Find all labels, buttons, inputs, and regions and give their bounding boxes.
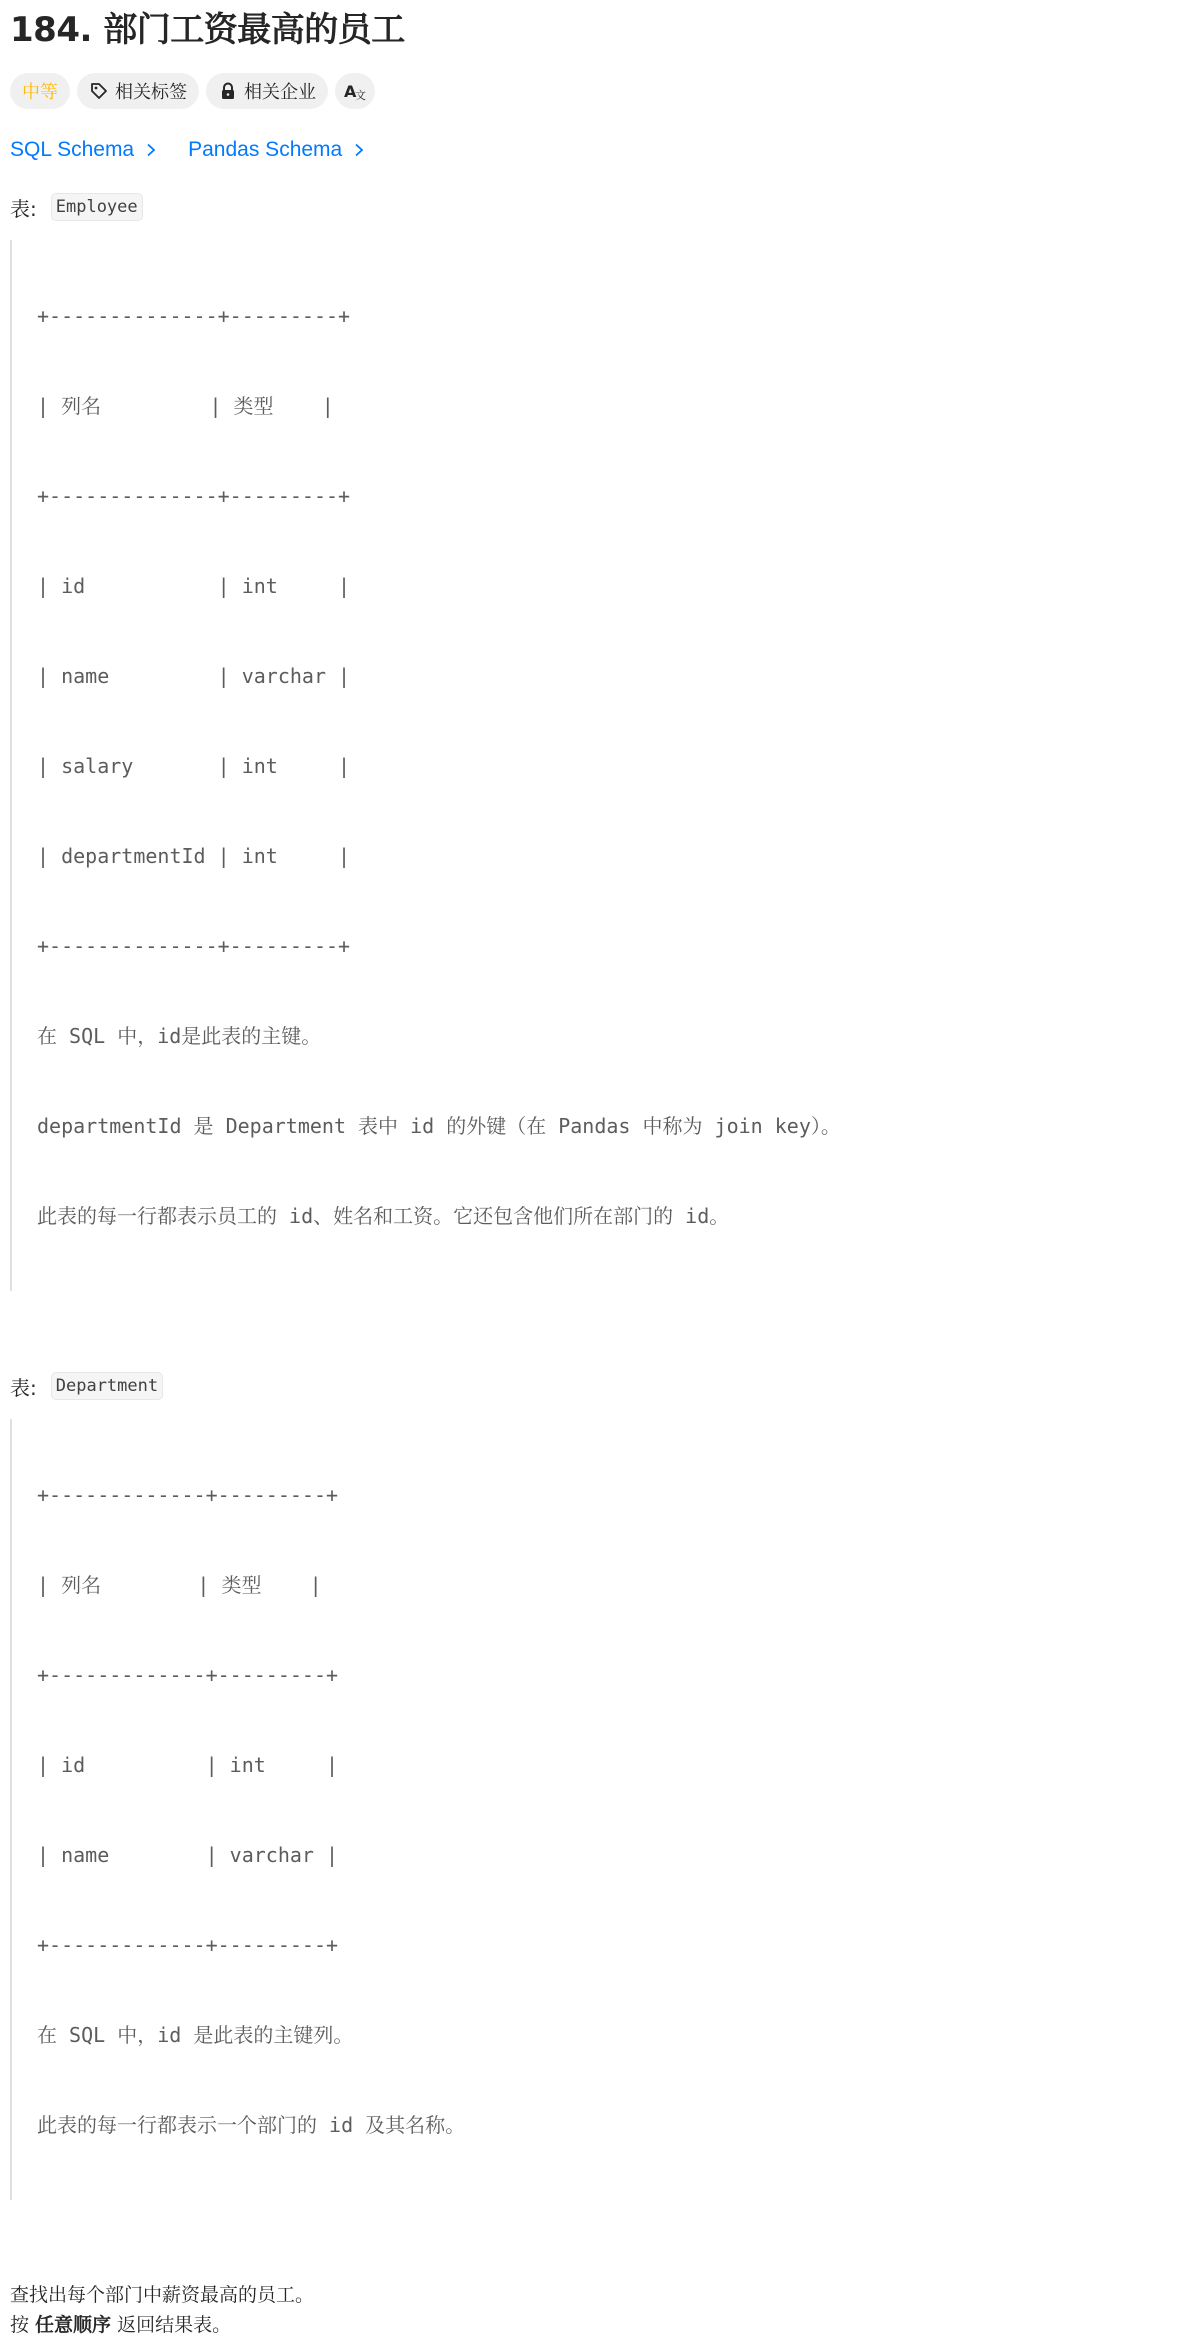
schema-note: 在 SQL 中，id是此表的主键。	[37, 1024, 322, 1048]
schema-note: 此表的每一行都表示员工的 id、姓名和工资。它还包含他们所在部门的 id。	[37, 1204, 730, 1228]
schema-line: | id | int |	[37, 574, 351, 598]
sql-schema-link[interactable]	[10, 138, 158, 162]
table-prefix: 表:	[10, 196, 37, 221]
schema-note: 此表的每一行都表示一个部门的 id 及其名称。	[37, 2113, 466, 2137]
schema-line: | departmentId | int |	[37, 844, 351, 868]
page-title: 184. 部门工资最高的员工	[10, 10, 405, 50]
related-companies-button[interactable]	[206, 73, 328, 109]
sql-schema-label: SQL Schema	[10, 138, 135, 161]
task-order-line	[10, 2310, 1180, 2340]
employee-schema-block	[10, 240, 1180, 1291]
chevron-right-icon	[144, 143, 158, 157]
schema-line: | name | varchar |	[37, 664, 351, 688]
pandas-schema-label: Pandas Schema	[188, 138, 343, 161]
related-companies-label: 相关企业	[244, 82, 316, 103]
schema-note: 在 SQL 中，id 是此表的主键列。	[37, 2023, 354, 2047]
schema-line: | 列名 | 类型 |	[37, 394, 334, 418]
task-order-suffix: 返回结果表。	[111, 2314, 232, 2336]
related-tags-button[interactable]	[77, 73, 199, 109]
department-table-label	[10, 1371, 1180, 1401]
chevron-right-icon	[352, 143, 366, 157]
difficulty-badge[interactable]	[10, 73, 70, 109]
pandas-schema-link[interactable]	[188, 138, 366, 162]
svg-text:文: 文	[355, 89, 366, 102]
schema-line: +-------------+---------+	[37, 1663, 339, 1687]
schema-line: | salary | int |	[37, 754, 351, 778]
department-table-name: Department	[51, 1372, 163, 1400]
task-description	[10, 2280, 1180, 2340]
employee-table-name: Employee	[51, 193, 143, 221]
related-tags-label: 相关标签	[115, 82, 187, 103]
schema-line: | name | varchar |	[37, 1843, 339, 1867]
difficulty-label: 中等	[22, 82, 58, 103]
problem-description	[10, 0, 1180, 2340]
task-line: 查找出每个部门中薪资最高的员工。	[10, 2284, 315, 2306]
schema-line: +-------------+---------+	[37, 1933, 339, 1957]
department-schema-block	[10, 1419, 1180, 2200]
schema-links	[10, 135, 1180, 165]
tag-bar	[10, 73, 1180, 109]
employee-table-label	[10, 192, 1180, 222]
schema-line: +--------------+---------+	[37, 934, 351, 958]
tag-icon	[89, 81, 109, 101]
schema-line: | 列名 | 类型 |	[37, 1573, 322, 1597]
translate-icon	[345, 81, 365, 101]
schema-note: departmentId 是 Department 表中 id 的外键（在 Pandas 中称为 join key）。	[37, 1114, 841, 1138]
schema-line: +--------------+---------+	[37, 304, 351, 328]
schema-line: +--------------+---------+	[37, 484, 351, 508]
schema-line: | id | int |	[37, 1753, 339, 1777]
lock-icon	[218, 81, 238, 101]
task-order-bold: 任意顺序	[35, 2314, 112, 2336]
task-order-prefix: 按	[10, 2314, 36, 2336]
svg-text:A: A	[344, 82, 357, 101]
table-prefix: 表:	[10, 1375, 37, 1400]
translate-button[interactable]	[335, 73, 375, 109]
schema-line: +-------------+---------+	[37, 1483, 339, 1507]
